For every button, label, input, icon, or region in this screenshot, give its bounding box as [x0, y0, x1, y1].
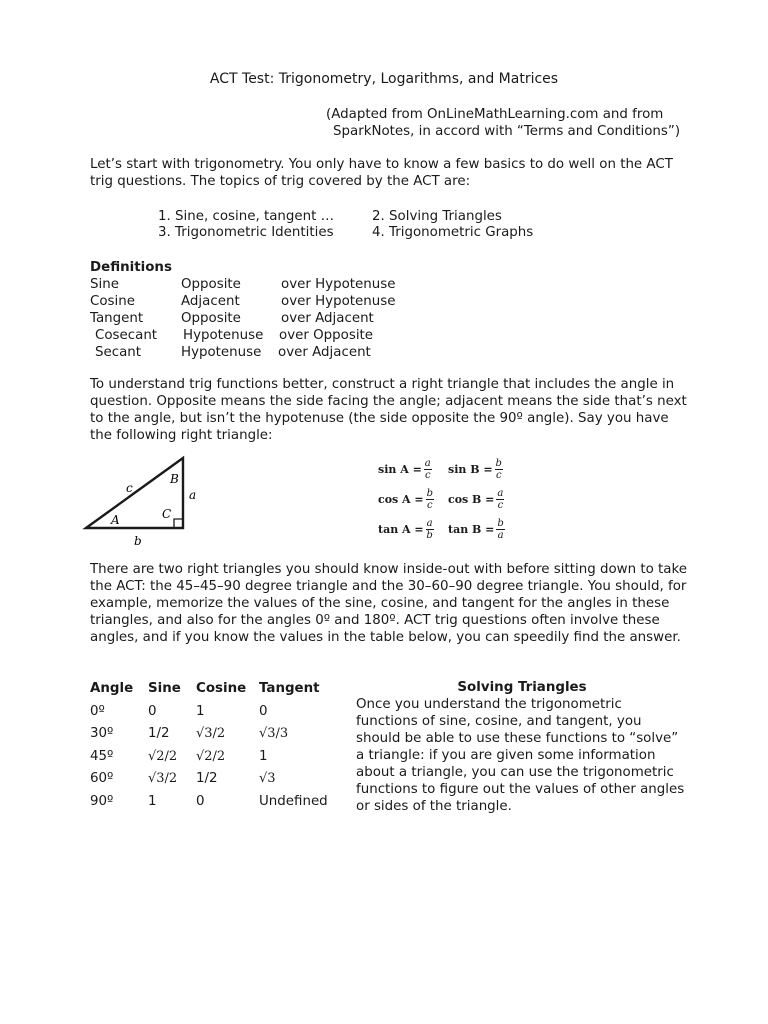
- definition-denominator: over Adjacent: [278, 345, 371, 360]
- attribution-line-1: (Adapted from OnLineMathLearning.com and from: [326, 107, 664, 122]
- table-cell: 60º: [90, 771, 114, 786]
- table-cell: 45º: [90, 748, 114, 764]
- solving-triangles-heading: Solving Triangles: [457, 680, 587, 695]
- formula-tan-b: tan B = $\frac{b}{a}$: [448, 518, 504, 541]
- formula-cos-b: cos B = $\frac{a}{c}$: [448, 488, 504, 511]
- table-header: Sine: [148, 681, 181, 696]
- table-cell: 1/2: [148, 726, 170, 741]
- table-cell: 1: [259, 748, 268, 764]
- table-cell: 0º: [90, 703, 105, 719]
- label-b: b: [134, 534, 142, 548]
- table-cell: √2/2: [196, 748, 226, 764]
- definition-function: Secant: [95, 345, 142, 360]
- definition-function: Sine: [90, 277, 119, 292]
- table-cell: 90º: [90, 793, 114, 809]
- table-cell: 0: [196, 793, 205, 809]
- table-cell: 1: [196, 703, 205, 719]
- formula-sin-a: sin A = $\frac{a}{c}$: [378, 458, 431, 481]
- label-C: C: [162, 507, 172, 521]
- table-cell: 0: [259, 703, 268, 719]
- definition-row: [90, 327, 374, 344]
- right-angle-marker: [174, 519, 183, 528]
- label-B: B: [170, 472, 179, 486]
- topic-item: 1. Sine, cosine, tangent …: [158, 209, 335, 224]
- definition-denominator: over Adjacent: [281, 311, 374, 326]
- formula-cos-a: cos A = $\frac{b}{c}$: [378, 488, 434, 511]
- table-cell: 1: [148, 793, 157, 809]
- special-triangles-paragraph: There are two right triangles you should know inside-out with before sitting down to take the ACT: the 45–45–90 degree triangle and the 30–60–90 degree triangle. You should, for example, memorize the values of the sine, cosine, and tangent for the angles in these triangles, and also for the angles 0º and 180º. ACT trig questions often involve these angles, and if you know the values in the table below, you can speedily find the answer.: [90, 562, 688, 645]
- definition-numerator: Opposite: [181, 277, 241, 292]
- definition-function: Tangent: [90, 311, 144, 326]
- definition-numerator: Opposite: [181, 311, 241, 326]
- label-a: a: [189, 488, 197, 502]
- definition-denominator: over Opposite: [279, 328, 374, 343]
- definitions-section: [90, 259, 396, 361]
- definition-denominator: over Hypotenuse: [281, 277, 396, 292]
- definition-numerator: Hypotenuse: [183, 328, 264, 343]
- topic-item: 2. Solving Triangles: [372, 209, 502, 224]
- definition-denominator: over Hypotenuse: [281, 294, 396, 309]
- table-cell: √3/2: [196, 726, 226, 741]
- definition-numerator: Adjacent: [181, 294, 240, 309]
- solving-triangles-paragraph: Once you understand the trigonometric functions of sine, cosine, and tangent, you should be able to use these functions to “solve” a triangle: if you are given some information about a triangle, you can use the trigonometric functions to figure out the values of other angles or sides of the triangle.: [356, 697, 685, 814]
- table-header: Angle: [90, 681, 134, 696]
- table-cell: 0: [148, 703, 157, 719]
- topic-item: 4. Trigonometric Graphs: [372, 225, 534, 240]
- formula-tan-a: tan A = $\frac{a}{b}$: [378, 518, 433, 541]
- table-cell: 30º: [90, 726, 114, 741]
- definition-function: Cosecant: [95, 328, 158, 343]
- table-header: Tangent: [259, 681, 320, 696]
- definition-numerator: Hypotenuse: [181, 345, 262, 360]
- table-cell: √3: [259, 771, 276, 786]
- explanation-paragraph: To understand trig functions better, construct a right triangle that includes the angle in question. Opposite means the side facing the angle; adjacent means the side that’s next to the angle, but isn’t the hypotenuse (the side opposite the 90º angle). Say you have the following right triangle:: [90, 377, 687, 443]
- right-triangle-diagram: [80, 452, 210, 550]
- page-title: ACT Test: Trigonometry, Logarithms, and Matrices: [209, 71, 559, 87]
- label-A: A: [111, 513, 120, 527]
- attribution-line-2: SparkNotes, in accord with “Terms and Conditions”): [333, 124, 681, 139]
- definition-row: [90, 276, 396, 293]
- table-cell: 1/2: [196, 771, 218, 786]
- label-c: c: [126, 481, 133, 495]
- table-cell: √2/2: [148, 748, 178, 764]
- definition-row: [90, 310, 374, 327]
- definition-row: [90, 344, 371, 361]
- table-cell: √3/2: [148, 771, 178, 786]
- formula-sin-b: sin B = $\frac{b}{c}$: [448, 458, 502, 481]
- table-header: Cosine: [196, 681, 247, 696]
- definition-row: [90, 293, 396, 310]
- definition-function: Cosine: [90, 294, 135, 309]
- table-cell: √3/3: [259, 726, 289, 741]
- table-cell: Undefined: [259, 793, 328, 809]
- definitions-heading: Definitions: [90, 260, 172, 275]
- intro-paragraph: Let’s start with trigonometry. You only have to know a few basics to do well on the ACT trig questions. The topics of trig covered by the ACT are:: [90, 157, 673, 189]
- topic-item: 3. Trigonometric Identities: [158, 225, 334, 240]
